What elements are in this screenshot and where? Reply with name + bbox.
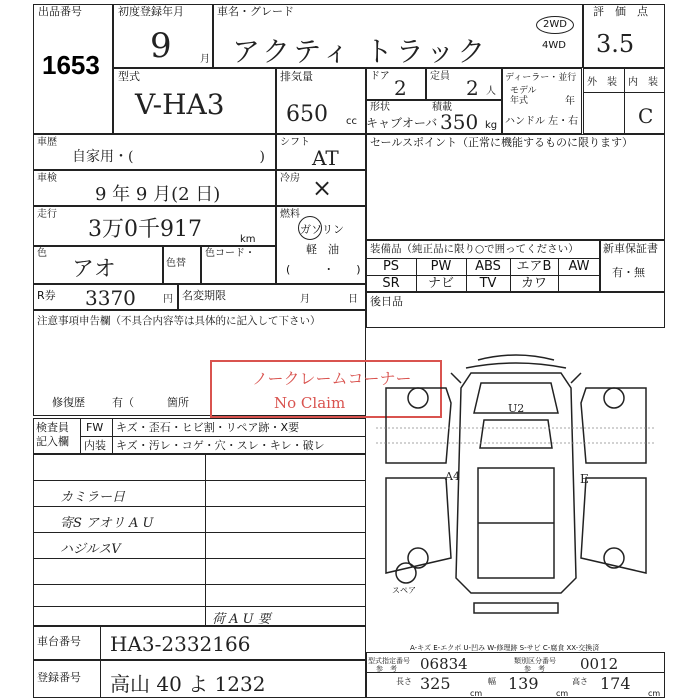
later-parts-label: 後日品 [370,295,403,308]
shape-value: キャブオーバ [366,116,438,130]
ac-label: 冷房 [280,173,300,184]
equip-aw: AW [568,259,590,274]
ac-value: × [312,174,333,202]
shift-value: AT [312,146,339,170]
car-label: 車名・グレード [217,5,294,18]
disp-unit: cc [346,116,357,127]
score-value: 3.5 [596,30,635,58]
capacity-unit: 人 [486,86,496,97]
color-change-label: 色替 [166,258,186,269]
name-change-month: 月 [300,294,310,305]
class-no-ref: 参 考 [524,665,545,673]
width-label: 幅 [488,677,496,686]
handle-label: ハンドル 左・右 [505,116,579,127]
car-name: アクティ トラック [232,35,489,68]
first-reg-label: 初度登録年月 [118,5,184,18]
color-code-label: 色コード・ [205,248,255,259]
type-no-value: 06834 [420,655,468,673]
dealer-label: ディーラー・並行 [505,73,577,83]
repair-label: 修復歴 [52,396,85,409]
score-label: 評 価 点 [593,5,648,18]
inspector-label: 検査員 記入欄 [36,421,69,448]
mileage-value: 3万0千917 [88,217,202,242]
note-line-3: ハジルスV [60,542,121,557]
warranty-value: 有・無 [612,266,645,279]
no-claim-en: No Claim [274,394,346,412]
mileage-label: 走行 [37,209,57,220]
equip-label: 装備品（純正品に限り○で囲ってください） [370,243,579,255]
reg-value: 高山 40 よ 1232 [110,672,266,696]
history-value: 自家用・( ) [72,149,265,165]
chassis-label: 車台番号 [37,635,81,648]
drive-4wd: 4WD [542,40,566,51]
width-value: 139 [508,674,539,693]
fw-label: FW [86,421,104,434]
fuel-label: 燃料 [280,209,300,220]
damage-mark-e: E [580,472,589,486]
inspection-value: 9 年 9 月(2 日) [95,184,221,205]
fw-text: キズ・歪石・ヒビ割・リペア跡・X要 [116,421,300,434]
height-value: 174 [600,674,631,693]
first-reg-value: 9 [150,26,172,66]
ext-label: 外 装 [587,77,617,88]
history-label: 車歴 [37,137,57,148]
fuel-petrol-circle [298,216,322,240]
later-parts-box [366,292,665,328]
capacity-label: 定員 [430,71,450,82]
name-change-label: 名変期限 [182,289,226,302]
equip-pw: PW [430,259,452,274]
note-line-1: カミラー日 [60,490,126,505]
interior-label: 内装 [84,439,106,452]
equip-ps: PS [382,259,400,274]
color-label: 色 [37,248,47,259]
sales-label: セールスポイント（正常に機能するものに限ります） [370,136,634,149]
name-change-day: 日 [348,294,358,305]
no-claim-jp: ノークレームコーナー [252,369,412,388]
door-label: ドア [370,71,390,82]
int-value: C [638,104,654,128]
damage-mark-u2: U2 [508,402,525,415]
chassis-value: HA3-2332166 [110,632,251,656]
bottom-note: 荷 A U 要 [212,612,271,627]
equip-leather: カワ [520,276,547,291]
damage-legend: A-キズ E-エクボ U-凹み W-修理跡 S-サビ C-腐食 XX-交換済 [410,644,600,652]
car-damage-diagram [366,328,665,628]
length-label: 長さ [396,677,412,686]
fuel-diesel: 軽 油 [306,243,339,256]
reg-label: 登録番号 [37,671,81,684]
mileage-unit: km [240,234,256,245]
spare-label: スペア [392,586,416,595]
class-no-label: 類別区分番号 [514,657,556,665]
door-value: 2 [394,76,407,100]
height-unit: cm [648,689,661,698]
lot-number: 1653 [42,50,100,80]
color-value: アオ [72,257,116,282]
fuel-other: ( ・ ) [286,263,361,276]
width-unit: cm [556,689,569,698]
r-value: 3370 [85,286,136,310]
model-year-label: モデル 年式 [510,86,537,106]
equip-abs: ABS [475,259,501,274]
model-label: 型式 [118,70,140,83]
load-label: 積載 [432,102,452,113]
sales-box [366,134,665,240]
r-label: R券 [37,289,56,302]
shape-label: 形状 [370,102,390,113]
class-no-value: 0012 [580,655,619,673]
capacity-value: 2 [466,76,479,100]
type-no-ref: 参 考 [376,665,397,673]
equip-navi: ナビ [427,276,454,291]
model-year-suffix: 年 [565,96,575,107]
model-value: V-HA3 [135,88,225,121]
load-value: 350 [440,110,479,134]
inspection-label: 車検 [37,173,57,184]
length-value: 325 [420,674,451,693]
fuel-petrol: ガソリン [300,223,344,236]
note-line-2: 寄S アオリ A U [60,516,154,531]
warranty-label: 新車保証書 [603,242,658,255]
height-label: 高さ [572,677,588,686]
interior-text: キズ・汚レ・コゲ・穴・スレ・キレ・破レ [116,439,325,452]
lot-label: 出品番号 [38,5,82,18]
type-no-label: 型式指定番号 [368,657,410,665]
drive-2wd: 2WD [536,16,574,34]
int-label: 内 装 [628,77,658,88]
length-unit: cm [470,689,483,698]
disp-label: 排気量 [280,70,313,83]
damage-mark-a4: A4 [445,470,460,483]
load-unit: kg [485,120,498,131]
shift-label: シフト [280,137,310,148]
repair-value: 有（ 箇所 [112,396,189,409]
r-unit: 円 [163,294,173,305]
notes-label: 注意事項申告欄（不具合内容等は具体的に記入して下さい） [37,315,321,327]
equip-tv: TV [479,276,497,291]
equip-airbag: エアB [516,259,552,274]
equip-sr: SR [382,276,400,291]
disp-value: 650 [286,102,328,127]
first-reg-month: 月 [200,54,210,65]
